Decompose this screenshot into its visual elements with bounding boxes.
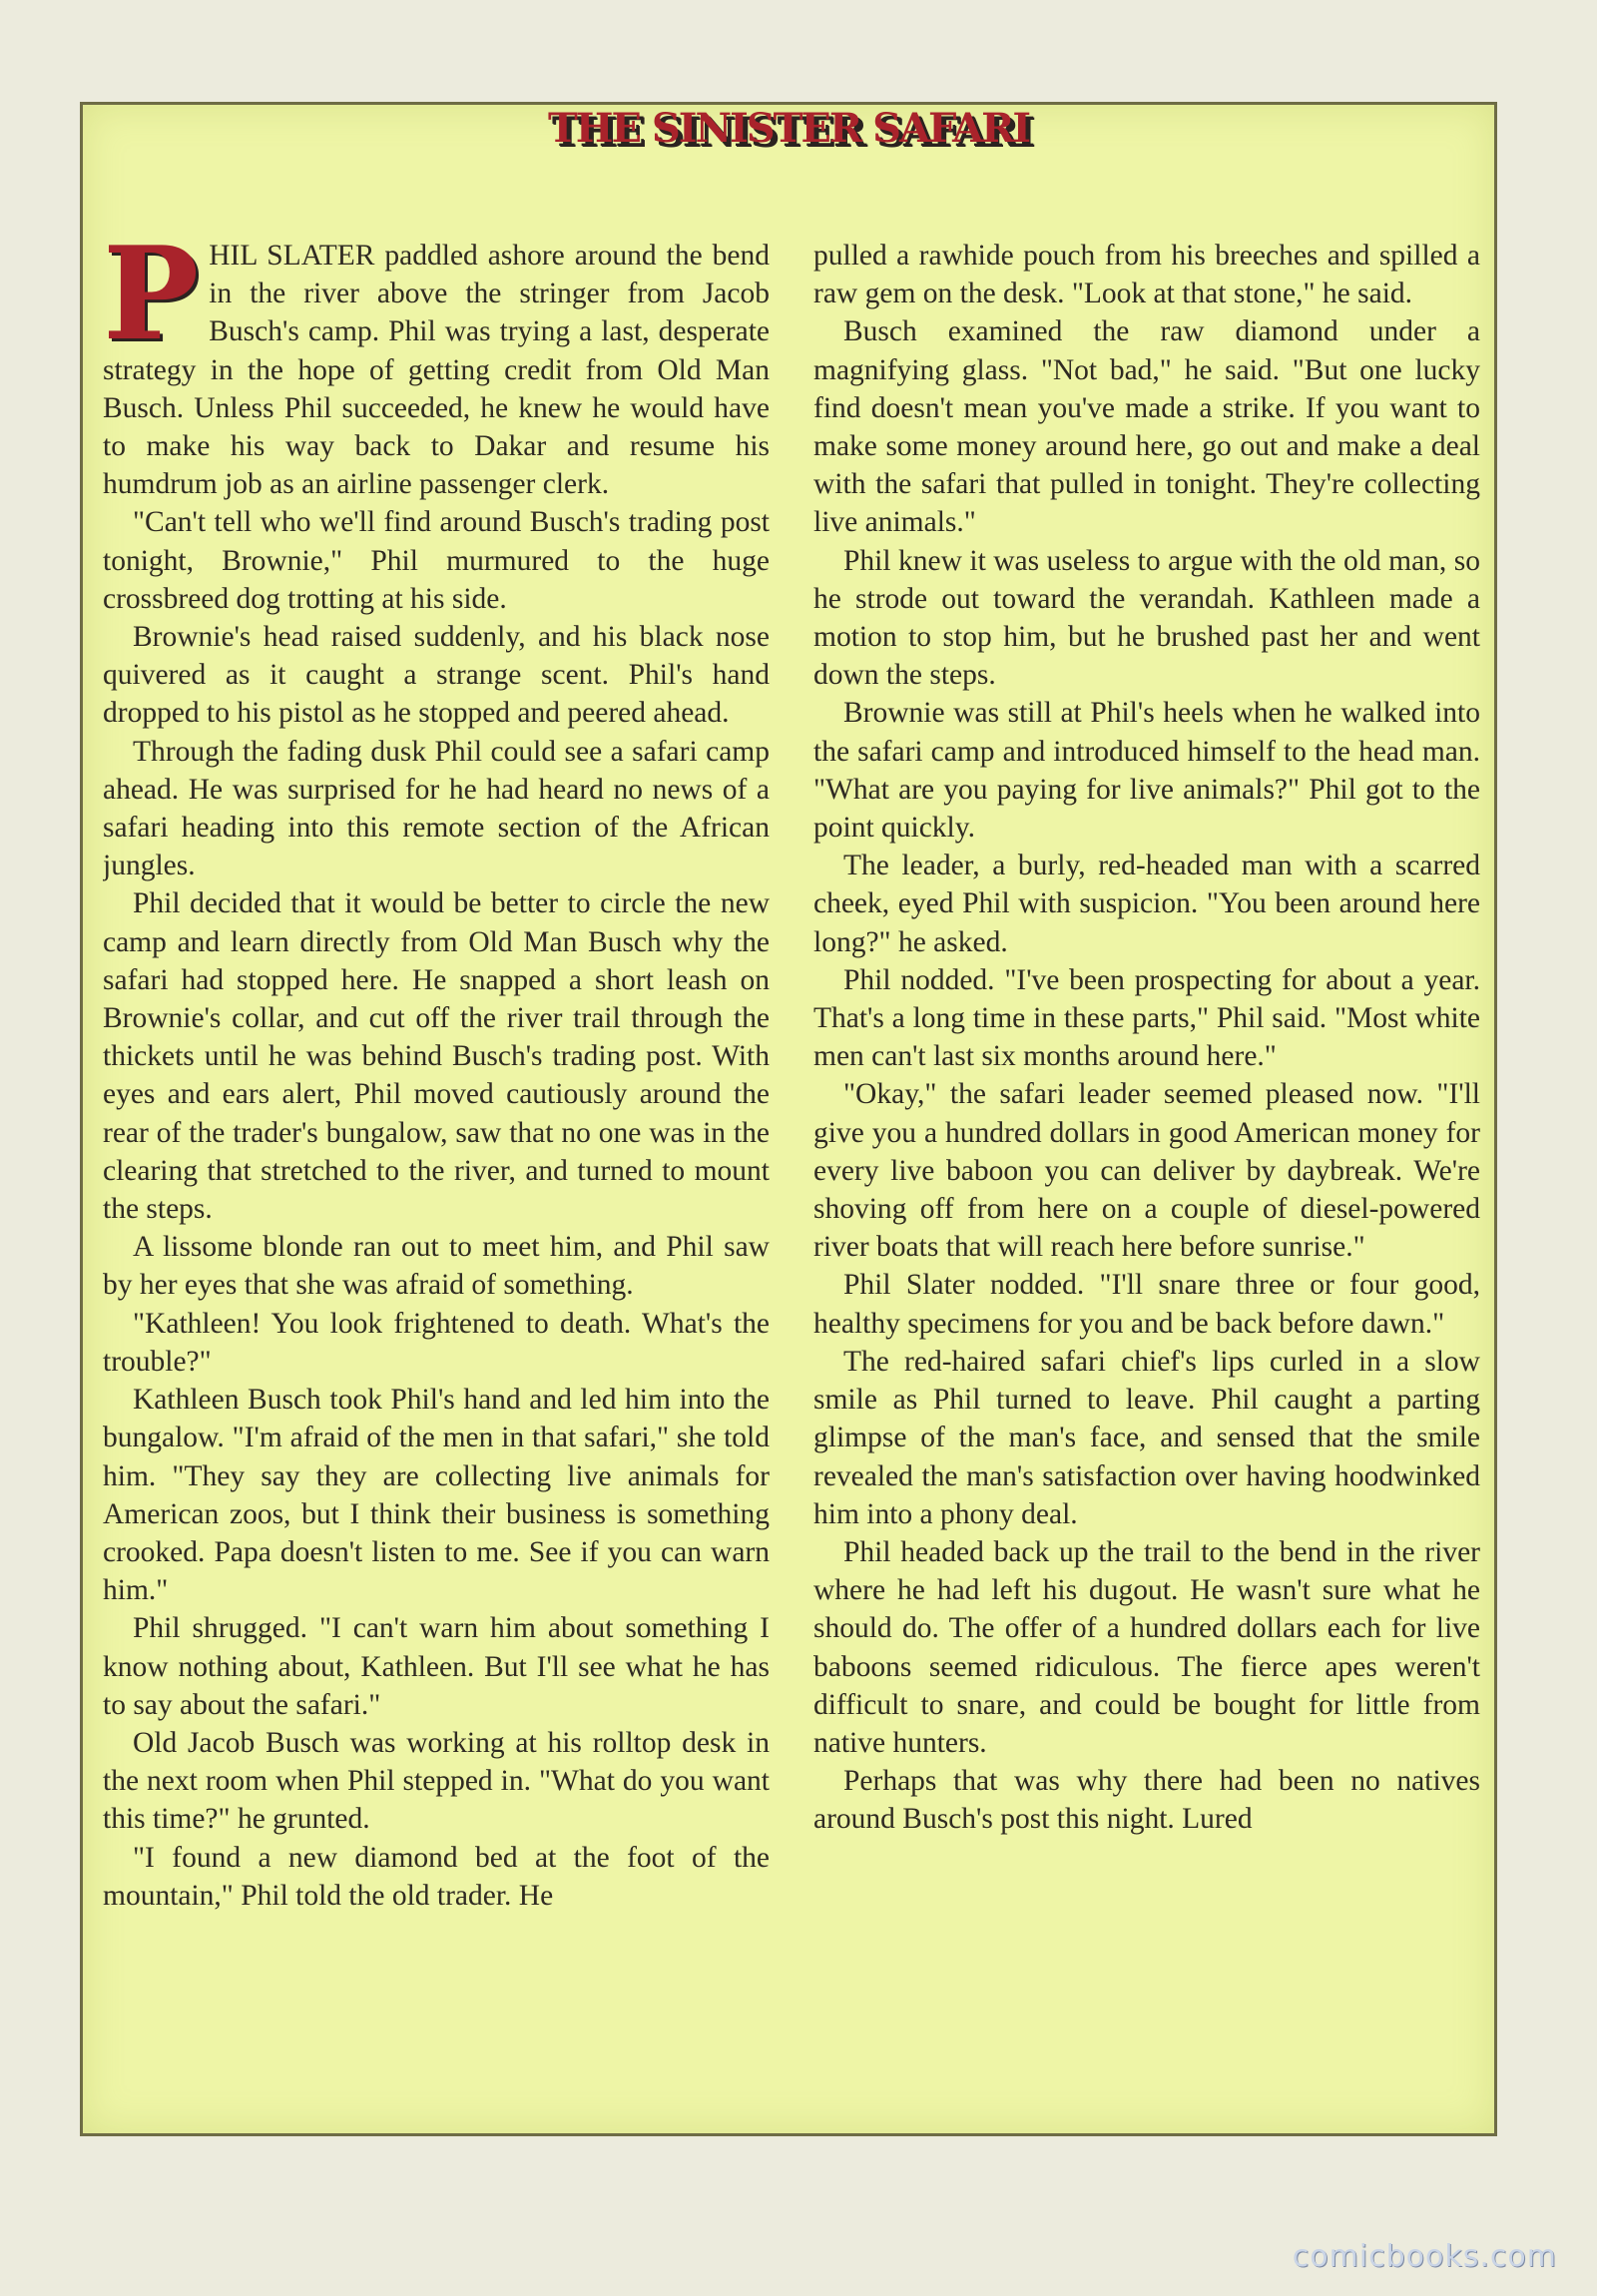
paragraph: A lissome blonde ran out to meet him, and Phil saw by her eyes that she was afraid of something. [103,1231,770,1302]
paragraph-text: HIL SLATER paddled ashore around the bend in the river above the stringer from Jacob Busch's camp. Phil was trying a last, desperate strategy in the hope of getting credit from Old Man Busch. Unless Phil succeeded, he knew he would have to make his way back to Dakar and resume his humdrum job as an airline passenger clerk. [103,240,770,501]
paragraph: Kathleen Busch took Phil's hand and led him into the bungalow. "I'm afraid of the men in that safari," she told him. "They say they are collecting live animals for American zoos, but I think their business is something crooked. Papa doesn't listen to me. See if you can warn him." [103,1384,770,1607]
paragraph: "Can't tell who we'll find around Busch's trading post tonight, Brownie," Phil murmured to the huge crossbreed dog trotting at his side. [103,506,770,615]
paragraph: Phil Slater nodded. "I'll snare three or four good, healthy specimens for you and be back before dawn." [813,1269,1480,1340]
paragraph: The leader, a burly, red-headed man with a scarred cheek, eyed Phil with suspicion. "You been around here long?" he asked. [813,850,1480,958]
paragraph: "Okay," the safari leader seemed pleased now. "I'll give you a hundred dollars in good American money for every live baboon you can deliver by daybreak. We're shoving off from here on a couple of diesel-powered river boats that will reach here before sunrise." [813,1078,1480,1264]
paragraph: Phil headed back up the trail to the bend in the river where he had left his dugout. He wasn't sure what he should do. The offer of a hundred dollars each for live baboons seemed ridiculous. The fierce apes weren't difficult to snare, and could be bought for little from native hunters. [813,1535,1480,1759]
paragraph: Through the fading dusk Phil could see a safari camp ahead. He was surprised for he had heard no news of a safari heading into this remote section of the African jungles. [103,735,770,882]
first-paragraph [103,237,770,503]
story-page [80,102,1497,2136]
paragraph: Phil knew it was useless to argue with the old man, so he strode out toward the verandah. Kathleen made a motion to stop him, but he brushed past her and went down the steps. [813,544,1480,692]
drop-cap: P [103,237,200,369]
paragraph: "Kathleen! You look frightened to death. What's the trouble?" [103,1307,770,1378]
paragraph: Busch examined the raw diamond under a magnifying glass. "Not bad," he said. "But one lucky find doesn't mean you've made a strike. If you want to make some money around here, go out and make a deal with the safari that pulled in tonight. They're collecting live animals." [813,315,1480,539]
paragraph: Phil decided that it would be better to circle the new camp and learn directly from Old Man Busch why the safari had stopped here. He snapped a short leash on Brownie's collar, and cut off the river trail through the thickets until he was behind Busch's trading post. With eyes and ears alert, Phil moved cautiously around the rear of the trader's bungalow, saw that no one was in the clearing that stretched to the river, and turned to mount the steps. [103,887,770,1226]
paragraph: Phil nodded. "I've been prospecting for about a year. That's a long time in these parts," Phil said. "Most white men can't last six months around here." [813,963,1480,1073]
paragraph: The red-haired safari chief's lips curled in a slow smile as Phil turned to leave. Phil caught a parting glimpse of the man's face, and sensed that the smile revealed the man's satisfaction over having hoodwinked him into a phony deal. [813,1345,1480,1530]
paragraph: Brownie was still at Phil's heels when he walked into the safari camp and introduced himself to the head man. "What are you paying for live animals?" Phil got to the point quickly. [813,697,1480,845]
continued-paragraph: pulled a rawhide pouch from his breeches and spilled a raw gem on the desk. "Look at that stone," he said. [813,240,1480,310]
story-title: THE SINISTER SAFARI [547,105,1030,152]
paragraph: Phil shrugged. "I can't warn him about something I know nothing about, Kathleen. But I'll see what he has to say about the safari." [103,1612,770,1721]
paragraph: Perhaps that was why there had been no natives around Busch's post this night. Lured [813,1765,1480,1836]
story-columns [103,237,1480,2123]
site-watermark: comicbooks.com [1292,2239,1557,2274]
right-column [813,237,1480,2123]
paragraph: Brownie's head raised suddenly, and his black nose quivered as it caught a strange scent. Phil's hand dropped to his pistol as he stopped and peered ahead. [103,621,770,730]
paragraph: "I found a new diamond bed at the foot of the mountain," Phil told the old trader. He [103,1841,770,1912]
paragraph: Old Jacob Busch was working at his rolltop desk in the next room when Phil stepped in. "What do you want this time?" he grunted. [103,1726,770,1836]
left-column [103,237,770,2123]
